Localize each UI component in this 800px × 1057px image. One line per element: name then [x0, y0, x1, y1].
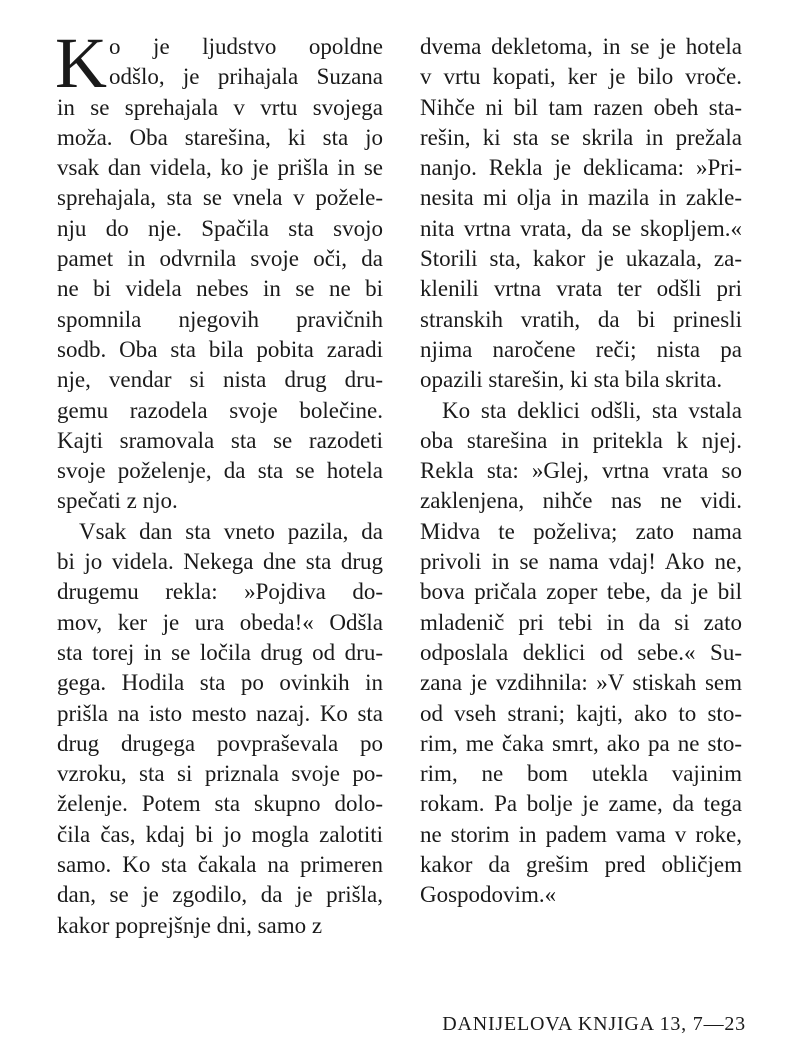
text-line: Rekla sta: »Glej, vrtna vrata so: [420, 458, 742, 484]
text-line: zana je vzdihnila: »V stiskah sem: [420, 670, 742, 696]
text-line: spomnila njegovih pravičnih: [57, 306, 383, 332]
chapter-reference: DANIJELOVA KNJIGA 13, 7—23: [442, 1013, 746, 1035]
text-line: ne storim in padem vama v roke,: [420, 821, 742, 847]
text-line: o je ljudstvo opoldne: [109, 34, 383, 59]
dropcap-letter: K: [55, 23, 107, 103]
text-line: dan, se je zgodilo, da je prišla,: [57, 882, 383, 908]
text-line: spečati z njo.: [57, 488, 178, 514]
text-line: Ko sta deklici odšli, sta vstala: [442, 397, 742, 423]
left-column-text: [55, 23, 383, 941]
text-line: svoje poželenje, da sta se hotela: [57, 458, 383, 484]
text-line: moža. Oba starešina, ki sta jo: [57, 124, 383, 150]
text-line: gega. Hodila sta po ovinkih in: [57, 670, 383, 696]
text-line: od vseh strani; kajti, ako to sto-: [420, 700, 742, 726]
text-line: Gospodovim.«: [420, 882, 557, 908]
text-line: gemu razodela svoje bolečine.: [57, 397, 383, 423]
text-line: vzroku, sta si priznala svoje po-: [57, 761, 383, 787]
text-line: nju do nje. Spačila sta svojo: [57, 215, 383, 241]
text-line: želenje. Potem sta skupno dolo-: [57, 791, 383, 817]
text-line: odposlala deklici od sebe.« Su-: [420, 639, 742, 665]
text-line: zaklenjena, nihče nas ne vidi.: [420, 488, 742, 514]
text-line: prišla na isto mesto nazaj. Ko sta: [57, 700, 383, 726]
text-line: kakor poprejšnje dni, samo z: [57, 912, 323, 938]
text-line: pamet in odvrnila svoje oči, da: [57, 246, 383, 272]
text-line: drugemu rekla: »Pojdiva do-: [57, 579, 383, 605]
right-column-text: [420, 32, 742, 911]
text-line: samo. Ko sta čakala na primeren: [57, 852, 383, 878]
text-line: sodb. Oba sta bila pobita zaradi: [57, 336, 383, 362]
text-line: rešin, ki sta se skrila in prežala: [420, 124, 742, 150]
text-line: Kajti sramovala sta se razodeti: [57, 427, 383, 453]
text-line: v vrtu kopati, ker je bilo vroče.: [420, 64, 742, 90]
text-line: bi jo videla. Nekega dne sta drug: [57, 549, 383, 575]
text-line: klenili vrtna vrata ter odšli pri: [420, 276, 742, 302]
text-line: sta torej in se ločila drug od dru-: [57, 639, 383, 665]
text-line: privoli in se nama vdaj! Ako ne,: [420, 549, 742, 575]
text-line: dvema dekletoma, in se je hotela: [420, 34, 742, 59]
text-line: opazili starešin, ki sta bila skrita.: [420, 367, 723, 393]
text-line: nje, vendar si nista drug dru-: [57, 367, 383, 393]
text-line: vsak dan videla, ko je prišla in se: [57, 155, 383, 181]
text-line: sprehajala, sta se vnela v požele-: [57, 185, 383, 211]
text-line: njima naročene reči; nista pa: [420, 336, 742, 362]
text-line: in se sprehajala v vrtu svojega: [57, 94, 383, 120]
text-line: čila čas, kdaj bi jo mogla zalotiti: [57, 821, 383, 847]
text-line: Nihče ni bil tam razen obeh sta-: [420, 94, 742, 120]
text-line: nesita mi olja in mazila in zakle-: [420, 185, 742, 211]
text-line: rokam. Pa bolje je zame, da tega: [420, 791, 742, 817]
text-line: ne bi videla nebes in se ne bi: [57, 276, 383, 302]
text-line: rim, me čaka smrt, ako pa ne sto-: [420, 730, 742, 756]
text-line: Storili sta, kakor je ukazala, za-: [420, 246, 742, 272]
text-line: Vsak dan sta vneto pazila, da: [79, 518, 383, 544]
text-line: nita vrtna vrata, da se skopljem.«: [420, 215, 742, 241]
text-line: kakor da grešim pred obličjem: [420, 852, 742, 878]
text-line: drug drugega povpraševala po: [57, 730, 383, 756]
text-line: oba starešina in pritekla k njej.: [420, 427, 742, 453]
text-line: odšlo, je prihajala Suzana: [109, 64, 383, 90]
text-line: mladenič pri tebi in da si zato: [420, 609, 742, 635]
text-line: mov, ker je ura obeda!« Odšla: [57, 609, 383, 635]
text-line: stranskih vratih, da bi prinesli: [420, 306, 742, 332]
left-column: [55, 23, 383, 941]
text-line: nanjo. Rekla je deklicama: »Pri-: [420, 155, 742, 181]
text-line: Midva te poželiva; zato nama: [420, 518, 742, 544]
right-column: [420, 32, 742, 911]
text-line: rim, ne bom utekla vajinim: [420, 761, 742, 787]
text-line: bova pričala zoper tebe, da je bil: [420, 579, 742, 605]
